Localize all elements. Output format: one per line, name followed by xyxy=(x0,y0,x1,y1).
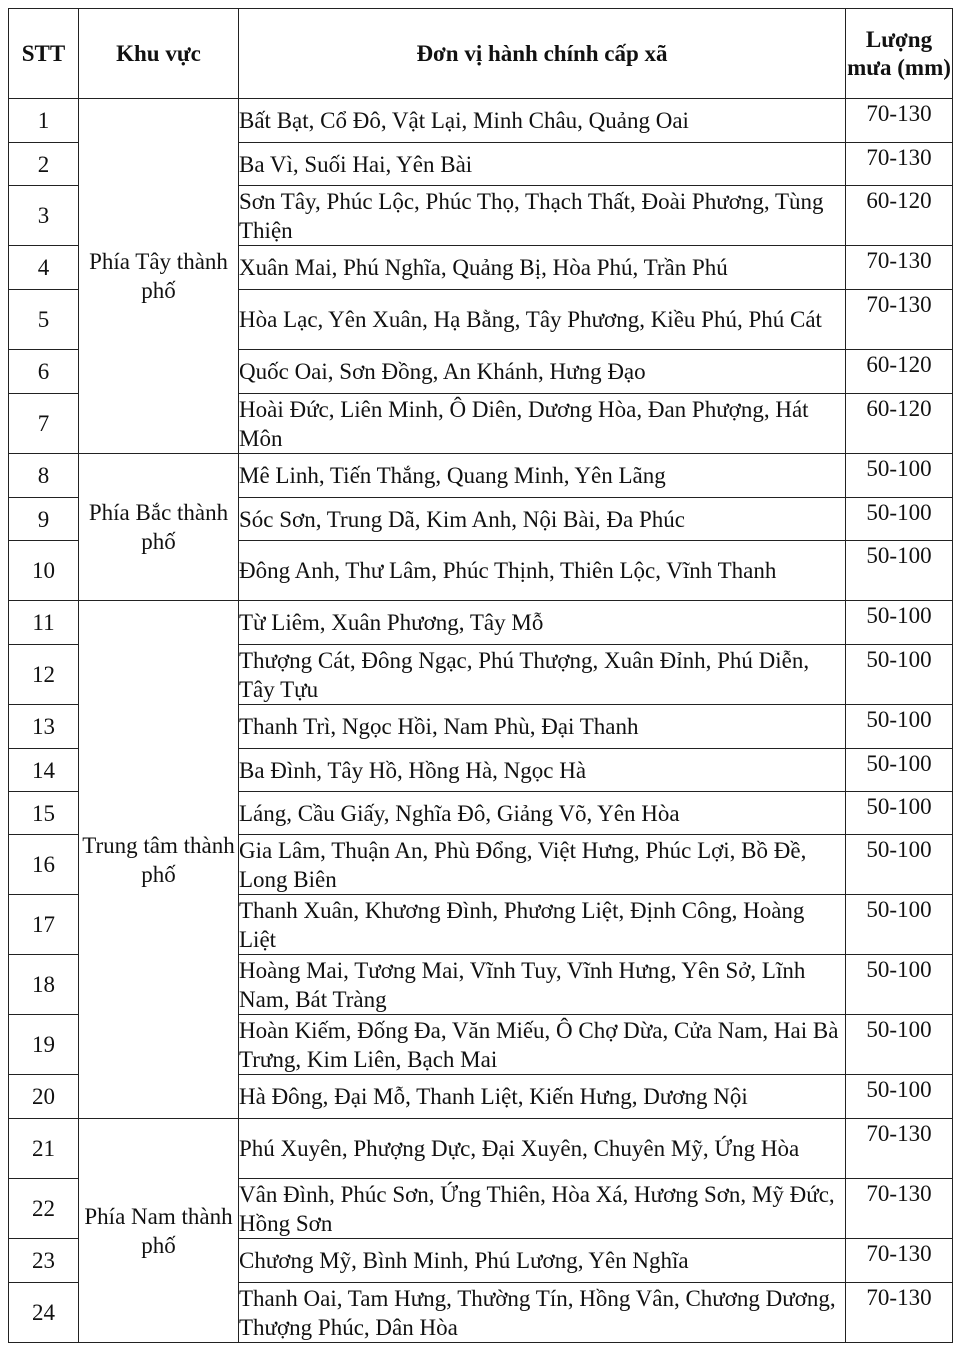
cell-rainfall: 70-130 xyxy=(846,1239,953,1283)
cell-units: Mê Linh, Tiến Thắng, Quang Minh, Yên Lãng xyxy=(239,454,846,498)
cell-rainfall: 50-100 xyxy=(846,1075,953,1119)
cell-units: Sơn Tây, Phúc Lộc, Phúc Thọ, Thạch Thất, Đoài Phương, Tùng Thiện xyxy=(239,186,846,246)
cell-rainfall: 70-130 xyxy=(846,143,953,186)
cell-units: Phú Xuyên, Phượng Dực, Đại Xuyên, Chuyên Mỹ, Ứng Hòa xyxy=(239,1119,846,1179)
cell-stt: 15 xyxy=(9,792,79,835)
cell-stt: 7 xyxy=(9,394,79,454)
cell-units: Hà Đông, Đại Mỗ, Thanh Liệt, Kiến Hưng, Dương Nội xyxy=(239,1075,846,1119)
cell-rainfall: 60-120 xyxy=(846,186,953,246)
cell-stt: 1 xyxy=(9,99,79,143)
cell-stt: 2 xyxy=(9,143,79,186)
cell-units: Ba Vì, Suối Hai, Yên Bài xyxy=(239,143,846,186)
cell-stt: 20 xyxy=(9,1075,79,1119)
cell-stt: 9 xyxy=(9,498,79,541)
cell-rainfall: 50-100 xyxy=(846,645,953,705)
cell-units: Ba Đình, Tây Hồ, Hồng Hà, Ngọc Hà xyxy=(239,749,846,792)
cell-stt: 19 xyxy=(9,1015,79,1075)
cell-stt: 24 xyxy=(9,1283,79,1343)
cell-area: Trung tâm thành phố xyxy=(79,601,239,1119)
table-header-row xyxy=(9,9,953,99)
cell-rainfall: 50-100 xyxy=(846,955,953,1015)
cell-units: Hòa Lạc, Yên Xuân, Hạ Bằng, Tây Phương, Kiều Phú, Phú Cát xyxy=(239,290,846,350)
cell-rainfall: 50-100 xyxy=(846,601,953,645)
cell-rainfall: 70-130 xyxy=(846,1283,953,1343)
table-row xyxy=(9,601,953,645)
cell-rainfall: 50-100 xyxy=(846,792,953,835)
cell-rainfall: 60-120 xyxy=(846,394,953,454)
cell-units: Quốc Oai, Sơn Đồng, An Khánh, Hưng Đạo xyxy=(239,350,846,394)
cell-units: Bất Bạt, Cổ Đô, Vật Lại, Minh Châu, Quảng Oai xyxy=(239,99,846,143)
cell-units: Thượng Cát, Đông Ngạc, Phú Thượng, Xuân Đỉnh, Phú Diễn, Tây Tựu xyxy=(239,645,846,705)
cell-stt: 14 xyxy=(9,749,79,792)
table-body xyxy=(9,99,953,1343)
cell-units: Thanh Xuân, Khương Đình, Phương Liệt, Định Công, Hoàng Liệt xyxy=(239,895,846,955)
cell-units: Chương Mỹ, Bình Minh, Phú Lương, Yên Nghĩa xyxy=(239,1239,846,1283)
table-row xyxy=(9,454,953,498)
cell-stt: 3 xyxy=(9,186,79,246)
cell-rainfall: 50-100 xyxy=(846,895,953,955)
cell-stt: 6 xyxy=(9,350,79,394)
cell-stt: 16 xyxy=(9,835,79,895)
cell-stt: 22 xyxy=(9,1179,79,1239)
cell-rainfall: 50-100 xyxy=(846,749,953,792)
table-row xyxy=(9,1119,953,1179)
cell-units: Gia Lâm, Thuận An, Phù Đổng, Việt Hưng, Phúc Lợi, Bồ Đề, Long Biên xyxy=(239,835,846,895)
cell-rainfall: 70-130 xyxy=(846,1179,953,1239)
cell-stt: 10 xyxy=(9,541,79,601)
cell-rainfall: 50-100 xyxy=(846,498,953,541)
cell-stt: 17 xyxy=(9,895,79,955)
cell-area: Phía Nam thành phố xyxy=(79,1119,239,1343)
cell-units: Đông Anh, Thư Lâm, Phúc Thịnh, Thiên Lộc, Vĩnh Thanh xyxy=(239,541,846,601)
cell-stt: 18 xyxy=(9,955,79,1015)
cell-units: Sóc Sơn, Trung Dã, Kim Anh, Nội Bài, Đa Phúc xyxy=(239,498,846,541)
cell-rainfall: 70-130 xyxy=(846,246,953,290)
cell-units: Hoài Đức, Liên Minh, Ô Diên, Dương Hòa, Đan Phượng, Hát Môn xyxy=(239,394,846,454)
cell-stt: 8 xyxy=(9,454,79,498)
cell-units: Xuân Mai, Phú Nghĩa, Quảng Bị, Hòa Phú, Trần Phú xyxy=(239,246,846,290)
cell-rainfall: 50-100 xyxy=(846,541,953,601)
header-units: Đơn vị hành chính cấp xã xyxy=(239,9,846,99)
cell-stt: 11 xyxy=(9,601,79,645)
rainfall-table xyxy=(8,8,953,1343)
cell-units: Hoàn Kiếm, Đống Đa, Văn Miếu, Ô Chợ Dừa, Cửa Nam, Hai Bà Trưng, Kim Liên, Bạch Mai xyxy=(239,1015,846,1075)
cell-rainfall: 70-130 xyxy=(846,1119,953,1179)
cell-rainfall: 50-100 xyxy=(846,1015,953,1075)
cell-stt: 23 xyxy=(9,1239,79,1283)
cell-area: Phía Tây thành phố xyxy=(79,99,239,454)
cell-units: Thanh Oai, Tam Hưng, Thường Tín, Hồng Vân, Chương Dương, Thượng Phúc, Dân Hòa xyxy=(239,1283,846,1343)
cell-rainfall: 50-100 xyxy=(846,454,953,498)
cell-rainfall: 50-100 xyxy=(846,835,953,895)
cell-units: Từ Liêm, Xuân Phương, Tây Mỗ xyxy=(239,601,846,645)
cell-area: Phía Bắc thành phố xyxy=(79,454,239,601)
cell-rainfall: 60-120 xyxy=(846,350,953,394)
cell-stt: 21 xyxy=(9,1119,79,1179)
cell-stt: 4 xyxy=(9,246,79,290)
cell-units: Thanh Trì, Ngọc Hồi, Nam Phù, Đại Thanh xyxy=(239,705,846,749)
cell-rainfall: 70-130 xyxy=(846,290,953,350)
table-row xyxy=(9,99,953,143)
cell-units: Láng, Cầu Giấy, Nghĩa Đô, Giảng Võ, Yên Hòa xyxy=(239,792,846,835)
header-area: Khu vực xyxy=(79,9,239,99)
cell-stt: 13 xyxy=(9,705,79,749)
header-rainfall: Lượng mưa (mm) xyxy=(846,9,953,99)
header-stt: STT xyxy=(9,9,79,99)
cell-stt: 5 xyxy=(9,290,79,350)
cell-units: Hoàng Mai, Tương Mai, Vĩnh Tuy, Vĩnh Hưng, Yên Sở, Lĩnh Nam, Bát Tràng xyxy=(239,955,846,1015)
cell-stt: 12 xyxy=(9,645,79,705)
cell-rainfall: 50-100 xyxy=(846,705,953,749)
cell-units: Vân Đình, Phúc Sơn, Ứng Thiên, Hòa Xá, Hương Sơn, Mỹ Đức, Hồng Sơn xyxy=(239,1179,846,1239)
cell-rainfall: 70-130 xyxy=(846,99,953,143)
